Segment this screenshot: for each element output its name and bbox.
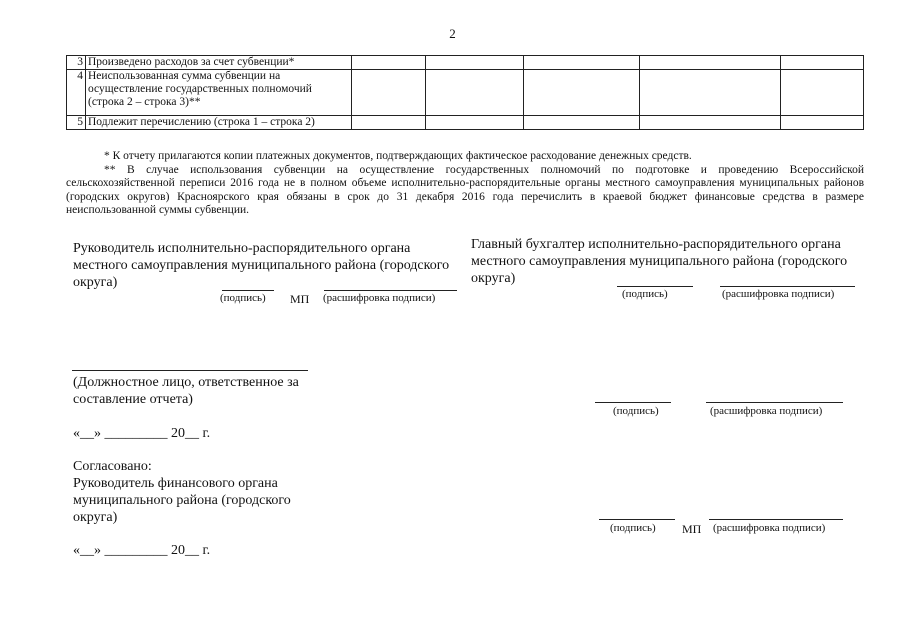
table-cell [640,116,781,130]
head-signatory-title: Руководитель исполнительно-распорядительного органа местного самоуправления муниципального района (городского округа) [73,241,450,290]
signature-label: (подпись) [622,288,668,300]
table-cell [426,70,524,116]
signature-line [720,286,855,287]
report-table [66,55,864,130]
agreed-heading: Согласовано: [73,459,152,474]
row-label: Неиспользованная сумма субвенции на осуществление государственных полномочий (строка 2 – строка 3)** [86,70,352,116]
row-number: 4 [67,70,86,116]
row-label: Подлежит перечислению (строка 1 – строка 2) [86,116,352,130]
date-line: «__» _________ 20__ г. [73,543,211,558]
table-cell [352,70,426,116]
table-cell [352,116,426,130]
table-cell [352,56,426,70]
stamp-label: МП [682,522,702,536]
signature-line [222,290,274,291]
footnote-2: ** В случае использования субвенции на осуществление государственных полномочий по подготовке и проведению Всероссийской сельскохозяйственной переписи 2016 года не в полном объеме исполнительно-распорядительные органы местного самоуправления муниципальных районов (городских округов) Красноярского края обязаны в срок до 31 декабря 2016 года перечислить в краевой бюджет финансовые средства в размере неиспользованной суммы субвенции. [66,164,864,216]
signature-label: (подпись) [220,292,266,304]
signature-line [617,286,693,287]
signature-line [599,519,675,520]
signature-line [709,519,843,520]
decode-label: (расшифровка подписи) [722,288,835,300]
signature-line [706,402,843,403]
decode-label: (расшифровка подписи) [323,292,436,304]
table-cell [781,70,864,116]
signature-label: (подпись) [613,405,659,417]
table-cell [426,116,524,130]
table-cell [426,56,524,70]
signature-line [324,290,457,291]
page-number: 2 [449,26,456,41]
signature-line [595,402,671,403]
table-row [67,116,864,130]
table-row [67,70,864,116]
table-row [67,56,864,70]
table-cell [524,116,640,130]
table-cell [640,70,781,116]
date-line: «__» _________ 20__ г. [73,426,211,441]
official-title: (Должностное лицо, ответственное за составление отчета) [73,375,299,407]
finance-head-title: Руководитель финансового органа муниципального района (городского округа) [73,476,291,525]
signature-line [72,370,308,371]
row-number: 5 [67,116,86,130]
stamp-label: МП [290,292,310,306]
table-cell [640,56,781,70]
table-cell [781,56,864,70]
decode-label: (расшифровка подписи) [710,405,823,417]
decode-label: (расшифровка подписи) [713,522,826,534]
table-cell [781,116,864,130]
row-number: 3 [67,56,86,70]
table-cell [524,56,640,70]
footnote-1: * К отчету прилагаются копии платежных документов, подтверждающих фактическое расходование денежных средств. [104,150,692,162]
accountant-signatory-title: Главный бухгалтер исполнительно-распорядительного органа местного самоуправления муниципального района (городского округа) [471,237,848,286]
table-cell [524,70,640,116]
row-label: Произведено расходов за счет субвенции* [86,56,352,70]
signature-label: (подпись) [610,522,656,534]
